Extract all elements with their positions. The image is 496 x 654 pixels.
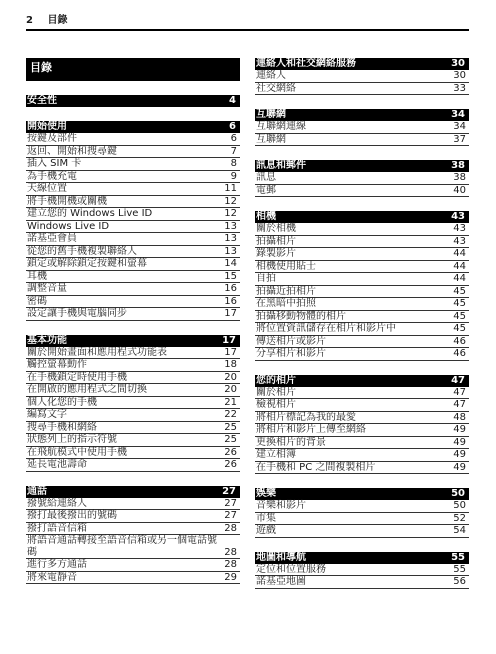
toc-entry-title: 互聯網 xyxy=(256,133,286,145)
toc-entry-title: 定位和位置服務 xyxy=(256,563,326,575)
toc-entry-title: 建立相簿 xyxy=(256,449,296,460)
toc-entry-page: 37 xyxy=(453,133,466,145)
toc-entry-title: 互聯網連線 xyxy=(256,121,306,132)
toc-entry-page: 18 xyxy=(224,359,237,370)
toc-entry[interactable] xyxy=(26,283,240,296)
section-heading-page: 6 xyxy=(229,121,236,132)
toc-entry-page: 44 xyxy=(453,248,466,259)
toc-entry-page: 13 xyxy=(224,220,237,232)
section-heading-title: 訊息和郵件 xyxy=(256,160,306,171)
section-heading-title: 基本功能 xyxy=(27,334,67,346)
toc-left-column xyxy=(26,58,240,598)
toc-entry[interactable] xyxy=(26,271,240,284)
section-heading-page: 55 xyxy=(451,551,465,563)
toc-section xyxy=(26,95,240,107)
toc-entry-page: 12 xyxy=(224,195,237,207)
toc-entry-page: 12 xyxy=(224,208,237,219)
toc-entry-title: 在手機鎖定時使用手機 xyxy=(27,371,127,383)
toc-entry-title: 延長電池壽命 xyxy=(27,459,87,470)
toc-entry-page: 38 xyxy=(453,172,466,183)
section-heading[interactable] xyxy=(255,552,469,564)
toc-entry-title: 分享相片和影片 xyxy=(256,348,326,359)
toc-entry[interactable] xyxy=(255,70,469,83)
toc-entry-page: 46 xyxy=(453,335,466,347)
toc-entry-page: 49 xyxy=(453,436,466,448)
toc-entry[interactable] xyxy=(255,121,469,134)
toc-entry-page: 30 xyxy=(453,70,466,81)
toc-entry[interactable] xyxy=(26,158,240,171)
toc-entry-page: 48 xyxy=(453,411,466,423)
toc-entry-title: 關於相片 xyxy=(256,386,296,398)
toc-entry-title: 更換相片的背景 xyxy=(256,436,326,448)
toc-entry-page: 27 xyxy=(224,497,237,509)
toc-entry-page: 45 xyxy=(453,323,466,334)
toc-entry-page: 40 xyxy=(453,184,466,196)
toc-entry-page: 26 xyxy=(224,446,237,458)
toc-entry[interactable] xyxy=(26,447,240,460)
toc-entry-title: 按鍵及部件 xyxy=(27,133,77,144)
toc-section xyxy=(26,335,240,472)
toc-entry-title: 拍攝近拍相片 xyxy=(256,285,316,297)
toc-entry-page: 17 xyxy=(224,346,237,358)
toc-entry-title: 密碼 xyxy=(27,295,47,307)
section-heading[interactable] xyxy=(26,335,240,347)
toc-entry[interactable] xyxy=(255,525,469,538)
toc-entry[interactable] xyxy=(255,462,469,475)
toc-entry[interactable] xyxy=(26,183,240,196)
toc-entry-page: 47 xyxy=(453,399,466,410)
section-heading-page: 4 xyxy=(229,95,236,106)
toc-entry[interactable] xyxy=(26,422,240,435)
toc-entry-page: 16 xyxy=(224,295,237,307)
toc-entry[interactable] xyxy=(26,510,240,523)
toc-entry[interactable] xyxy=(255,399,469,412)
toc-entry[interactable] xyxy=(255,387,469,400)
toc-entry[interactable] xyxy=(26,535,240,559)
toc-entry-title: 自拍 xyxy=(256,273,276,284)
toc-entry-page: 55 xyxy=(453,563,466,575)
toc-entry-page: 43 xyxy=(453,235,466,247)
toc-entry-page: 49 xyxy=(453,461,466,473)
toc-entry-page: 45 xyxy=(453,285,466,297)
toc-entry-title: 個人化您的手機 xyxy=(27,396,97,408)
toc-right-column xyxy=(255,58,469,603)
toc-entry-title: 撥打語音信箱 xyxy=(27,522,87,534)
toc-entry-title: 社交網絡 xyxy=(256,82,296,94)
toc-entry-page: 28 xyxy=(224,546,237,558)
toc-entry[interactable] xyxy=(26,384,240,397)
toc-entry-title: 連絡人 xyxy=(256,70,286,81)
section-heading-title: 開始使用 xyxy=(27,121,67,132)
toc-entry-title: 搜尋手機和網絡 xyxy=(27,421,97,433)
toc-entry[interactable] xyxy=(255,311,469,324)
toc-entry[interactable] xyxy=(255,437,469,450)
toc-entry-page: 8 xyxy=(230,158,237,169)
toc-entry-page: 6 xyxy=(230,133,237,144)
toc-entry-title: 天線位置 xyxy=(27,183,67,194)
section-heading[interactable] xyxy=(255,160,469,172)
toc-entry-page: 54 xyxy=(453,525,466,536)
toc-entry[interactable] xyxy=(255,564,469,577)
toc-entry-page: 25 xyxy=(224,421,237,433)
toc-entry-title: 電郵 xyxy=(256,184,276,196)
section-heading-title: 連絡人和社交網絡服務 xyxy=(256,58,356,69)
toc-entry-title: 在手機和 PC 之間複製相片 xyxy=(256,461,376,473)
toc-entry-page: 50 xyxy=(453,500,466,511)
toc-entry-page: 14 xyxy=(224,258,237,269)
toc-section xyxy=(255,109,469,146)
toc-entry-title: 將語音通話轉接至語音信箱或另一個電話號碼 xyxy=(27,535,217,558)
section-heading[interactable] xyxy=(255,211,469,223)
section-heading-title: 安全性 xyxy=(27,95,57,106)
toc-section xyxy=(26,121,240,321)
toc-entry-page: 47 xyxy=(453,386,466,398)
toc-entry[interactable] xyxy=(26,359,240,372)
page-number: 2 xyxy=(26,15,33,26)
toc-entry-title: 檢視相片 xyxy=(256,399,296,410)
toc-entry[interactable] xyxy=(26,146,240,159)
toc-entry-title: 返回、開始和搜尋鍵 xyxy=(27,145,117,157)
toc-entry-title: 撥打最後撥出的號碼 xyxy=(27,510,117,521)
toc-entry-title: 建立您的 Windows Live ID xyxy=(27,208,153,219)
toc-entry[interactable] xyxy=(255,273,469,286)
toc-entry-title: 調整音量 xyxy=(27,283,67,294)
toc-entry-page: 13 xyxy=(224,233,237,244)
toc-section xyxy=(255,211,469,361)
section-heading[interactable] xyxy=(26,121,240,133)
toc-entry-title: 遊戲 xyxy=(256,525,276,536)
toc-title: 目錄 xyxy=(26,58,240,81)
toc-entry[interactable] xyxy=(26,308,240,321)
toc-entry[interactable] xyxy=(26,572,240,585)
section-heading-page: 30 xyxy=(451,58,465,69)
toc-entry[interactable] xyxy=(26,559,240,572)
toc-entry-page: 46 xyxy=(453,348,466,359)
toc-entry[interactable] xyxy=(26,372,240,385)
toc-entry-page: 11 xyxy=(224,183,237,194)
toc-entry-title: 拍攝相片 xyxy=(256,235,296,247)
toc-entry[interactable] xyxy=(255,261,469,274)
toc-entry-title: 市集 xyxy=(256,512,276,524)
toc-entry-title: 從您的舊手機複製聯絡人 xyxy=(27,245,137,257)
toc-entry-title: 音樂和影片 xyxy=(256,500,306,511)
toc-entry-page: 49 xyxy=(453,424,466,435)
toc-entry-title: 將手機開機或關機 xyxy=(27,195,107,207)
toc-entry-page: 20 xyxy=(224,371,237,383)
toc-entry-title: 諾基亞會員 xyxy=(27,233,77,244)
section-heading-page: 47 xyxy=(451,374,465,386)
section-heading-page: 38 xyxy=(451,160,465,171)
toc-entry[interactable] xyxy=(255,223,469,236)
toc-entry[interactable] xyxy=(26,196,240,209)
toc-entry-page: 22 xyxy=(224,409,237,420)
section-heading-page: 27 xyxy=(222,485,236,497)
toc-entry[interactable] xyxy=(255,576,469,589)
section-heading[interactable] xyxy=(255,109,469,121)
toc-entry-page: 28 xyxy=(224,522,237,534)
toc-entry-page: 13 xyxy=(224,245,237,257)
section-heading[interactable] xyxy=(26,486,240,498)
toc-entry-title: 諾基亞地圖 xyxy=(256,576,306,587)
section-heading-page: 34 xyxy=(451,109,465,120)
toc-entry-title: Windows Live ID xyxy=(27,220,110,232)
toc-entry-page: 17 xyxy=(224,308,237,319)
toc-entry-page: 29 xyxy=(224,571,237,583)
toc-entry-title: 將相片和影片上傳至網絡 xyxy=(256,424,366,435)
section-heading-title: 您的相片 xyxy=(256,374,296,386)
toc-entry[interactable] xyxy=(255,83,469,96)
toc-entry-page: 27 xyxy=(224,510,237,521)
toc-entry-title: 相機使用貼士 xyxy=(256,260,316,272)
toc-entry[interactable] xyxy=(255,500,469,513)
toc-entry-page: 28 xyxy=(224,559,237,570)
toc-entry[interactable] xyxy=(255,134,469,147)
toc-entry-title: 將相片標記為我的最愛 xyxy=(256,411,356,423)
toc-entry-page: 44 xyxy=(453,273,466,284)
toc-section xyxy=(255,375,469,475)
section-heading-page: 50 xyxy=(451,488,465,499)
running-header-title: 目錄 xyxy=(47,15,68,26)
toc-entry[interactable] xyxy=(255,323,469,336)
section-heading-title: 娛樂 xyxy=(256,488,276,499)
section-heading-title: 相機 xyxy=(256,211,276,222)
toc-entry-page: 56 xyxy=(453,576,466,587)
toc-entry[interactable] xyxy=(255,348,469,361)
toc-entry-page: 9 xyxy=(230,170,237,182)
toc-entry-page: 52 xyxy=(453,512,466,524)
section-heading-page: 43 xyxy=(451,211,465,222)
toc-entry[interactable] xyxy=(26,258,240,271)
toc-entry-page: 15 xyxy=(224,270,237,282)
section-heading[interactable] xyxy=(26,95,240,107)
toc-entry[interactable] xyxy=(255,424,469,437)
toc-entry-title: 訊息 xyxy=(256,172,276,183)
toc-entry-title: 編寫文字 xyxy=(27,409,67,420)
toc-entry[interactable] xyxy=(26,133,240,146)
toc-section xyxy=(255,58,469,95)
toc-entry-title: 傳送相片或影片 xyxy=(256,335,326,347)
toc-entry[interactable] xyxy=(26,221,240,234)
toc-entry-title: 為手機充電 xyxy=(27,170,77,182)
toc-entry-page: 44 xyxy=(453,260,466,272)
toc-entry-page: 45 xyxy=(453,298,466,309)
toc-entry[interactable] xyxy=(26,296,240,309)
toc-entry-page: 16 xyxy=(224,283,237,294)
toc-entry[interactable] xyxy=(255,298,469,311)
toc-entry[interactable] xyxy=(255,248,469,261)
toc-entry-title: 關於開始畫面和應用程式功能表 xyxy=(27,346,167,358)
toc-entry-title: 耳機 xyxy=(27,270,47,282)
toc-entry[interactable] xyxy=(255,185,469,198)
section-heading-title: 互聯網 xyxy=(256,109,286,120)
toc-entry-title: 狀態列上的指示符號 xyxy=(27,434,117,445)
toc-entry-title: 拍攝移動物體的相片 xyxy=(256,310,346,322)
toc-entry-page: 49 xyxy=(453,449,466,460)
toc-entry[interactable] xyxy=(255,286,469,299)
section-heading[interactable] xyxy=(255,58,469,70)
toc-entry-title: 錄製影片 xyxy=(256,248,296,259)
toc-entry-page: 33 xyxy=(453,82,466,94)
toc-entry-title: 關於相機 xyxy=(256,223,296,234)
toc-entry[interactable] xyxy=(255,172,469,185)
toc-entry[interactable] xyxy=(26,233,240,246)
toc-entry-title: 觸控螢幕動作 xyxy=(27,359,87,370)
toc-entry-title: 鎖定或解除鎖定按鍵和螢幕 xyxy=(27,258,147,269)
toc-entry-title: 將來電靜音 xyxy=(27,571,77,583)
toc-entry[interactable] xyxy=(255,513,469,526)
toc-entry[interactable] xyxy=(26,498,240,511)
toc-section xyxy=(255,552,469,589)
toc-entry-title: 將位置資訊儲存在相片和影片中 xyxy=(256,323,396,334)
toc-entry-page: 43 xyxy=(453,223,466,234)
toc-entry[interactable] xyxy=(26,459,240,472)
toc-section xyxy=(255,160,469,197)
toc-entry-title: 撥號給連絡人 xyxy=(27,497,87,509)
toc-entry-title: 在開啟的應用程式之間切換 xyxy=(27,384,147,395)
toc-entry[interactable] xyxy=(26,434,240,447)
toc-entry-page: 7 xyxy=(230,145,237,157)
toc-entry-title: 進行多方通話 xyxy=(27,559,87,570)
toc-entry-page: 45 xyxy=(453,310,466,322)
toc-entry[interactable] xyxy=(255,336,469,349)
running-header xyxy=(26,15,469,31)
section-heading[interactable] xyxy=(255,375,469,387)
toc-entry[interactable] xyxy=(26,397,240,410)
toc-entry[interactable] xyxy=(255,412,469,425)
toc-entry-page: 25 xyxy=(224,434,237,445)
toc-entry-title: 插入 SIM 卡 xyxy=(27,158,82,169)
toc-entry-page: 21 xyxy=(224,396,237,408)
toc-entry-page: 34 xyxy=(453,121,466,132)
toc-entry[interactable] xyxy=(255,449,469,462)
toc-section xyxy=(255,488,469,538)
toc-entry[interactable] xyxy=(26,208,240,221)
toc-entry-title: 設定讓手機與電腦同步 xyxy=(27,308,127,319)
toc-entry[interactable] xyxy=(26,171,240,184)
section-heading-page: 17 xyxy=(222,334,236,346)
toc-entry-page: 20 xyxy=(224,384,237,395)
toc-entry[interactable] xyxy=(26,347,240,360)
toc-entry[interactable] xyxy=(255,236,469,249)
section-heading-title: 通話 xyxy=(27,485,47,497)
toc-section xyxy=(26,486,240,585)
toc-entry-title: 在黑暗中拍照 xyxy=(256,298,316,309)
toc-entry-page: 26 xyxy=(224,459,237,470)
toc-entry[interactable] xyxy=(26,523,240,536)
section-heading-title: 地圖和導航 xyxy=(256,551,306,563)
toc-entry[interactable] xyxy=(26,409,240,422)
toc-entry[interactable] xyxy=(26,246,240,259)
section-heading[interactable] xyxy=(255,488,469,500)
toc-entry-title: 在飛航模式中使用手機 xyxy=(27,446,127,458)
